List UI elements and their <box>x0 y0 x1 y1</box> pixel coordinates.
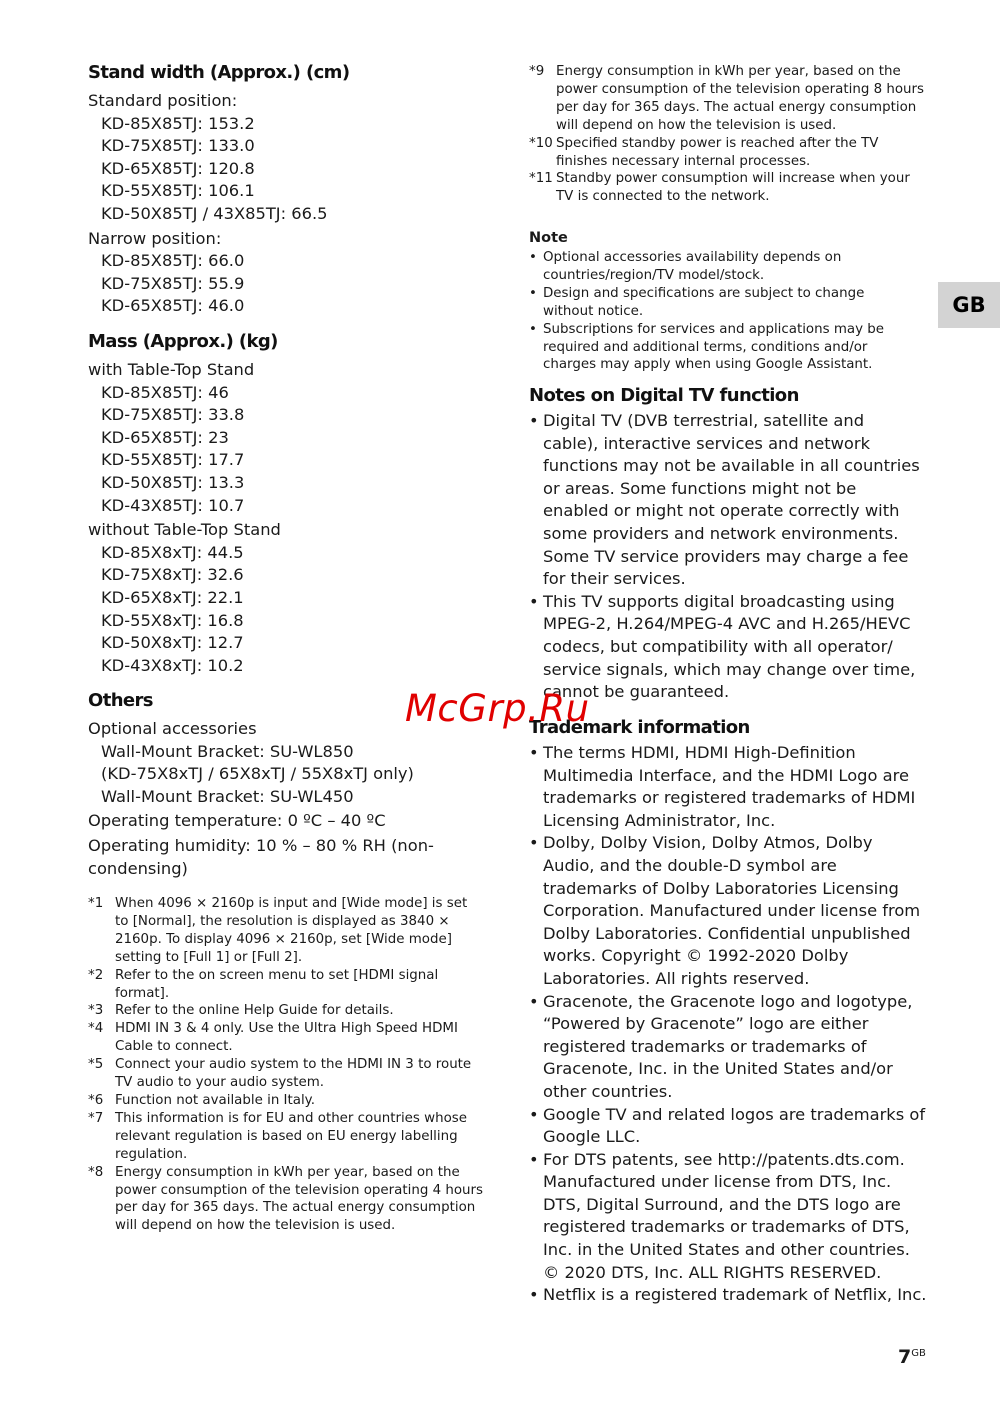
operating-humidity: Operating humidity: 10 % – 80 % RH (non- <box>88 835 434 855</box>
others-list <box>88 718 434 880</box>
list-item: KD-43X85TJ: 10.7 <box>101 495 245 515</box>
digital-tv-list <box>529 410 924 704</box>
list-item: KD-50X85TJ: 13.3 <box>101 472 245 492</box>
footnote-text: Standby power consumption will increase when your TV is connected to the network. <box>556 171 910 205</box>
list-item: This TV supports digital broadcasting using MPEG-2, H.264/MPEG-4 AVC and H.265/HEVC codecs, but compatibility with all operator/ service signals, which may change over time, cannot be guaranteed. <box>543 591 916 702</box>
bullet-icon: • <box>529 743 539 762</box>
page-number-value: 7 <box>898 1346 912 1368</box>
list-item: (KD-75X8xTJ / 65X8xTJ / 55X8xTJ only) <box>101 764 414 784</box>
bullet-icon: • <box>529 591 539 611</box>
page-number <box>898 1346 926 1368</box>
standard-position-label: Standard position: <box>88 91 238 110</box>
footnote-text: Energy consumption in kWh per year, based on the power consumption of the television operating 8 hours per day for 365 days. The actual energy consumption will depend on how the television is used. <box>556 64 925 133</box>
watermark: McGrp.Ru <box>405 687 590 730</box>
list-item: Subscriptions for services and applications may be required and additional terms, conditions and/or charges may apply when using Google Assistant. <box>543 321 885 373</box>
list-item: KD-55X85TJ: 17.7 <box>101 450 245 470</box>
list-item: KD-50X8xTJ: 12.7 <box>101 633 244 653</box>
list-item: For DTS patents, see http://patents.dts.com. Manufactured under license from DTS, Inc. DTS, Digital Surround, and the DTS logo are registered trademarks or trademarks of DTS, Inc. in the United States and other countries. © 2020 DTS, Inc. ALL RIGHTS RESERVED. <box>543 1149 910 1282</box>
footnote-text: Refer to the online Help Guide for details. <box>115 1003 394 1019</box>
footnote-mark: *9 <box>529 64 545 79</box>
trademark-list <box>529 742 927 1307</box>
footnote-text: Function not available in Italy. <box>115 1092 315 1108</box>
list-item: KD-65X85TJ: 46.0 <box>101 296 245 316</box>
list-item: Google TV and related logos are trademarks of Google LLC. <box>543 1104 926 1147</box>
note-heading: Note <box>529 230 568 246</box>
list-item: Netflix is a registered trademark of Netflix, Inc. <box>543 1285 927 1305</box>
footnote-mark: *7 <box>88 1110 104 1126</box>
footnote-text: Energy consumption in kWh per year, based on the power consumption of the television operating 4 hours per day for 365 days. The actual energy consumption will depend on how the television is used. <box>115 1164 484 1234</box>
others-heading: Others <box>88 690 153 711</box>
list-item: KD-75X85TJ: 133.0 <box>101 136 255 156</box>
page-number-suffix: GB <box>911 1348 926 1359</box>
footnotes-left <box>88 895 483 1235</box>
bullet-icon: • <box>529 991 539 1011</box>
list-item: KD-65X85TJ: 120.8 <box>101 158 255 178</box>
footnote-text: This information is for EU and other countries whose relevant regulation is based on EU energy labelling regulation. <box>115 1110 468 1162</box>
list-item: KD-85X85TJ: 66.0 <box>101 251 245 271</box>
list-item: Wall-Mount Bracket: SU-WL450 <box>101 786 354 806</box>
list-item: Digital TV (DVB terrestrial, satellite and cable), interactive services and network functions may not be available in all countries or areas. Some functions might not be enabled or might not operate correctly with some providers and network environments. Some TV service providers may charge a fee for their services. <box>543 411 920 589</box>
footnote-text: When 4096 × 2160p is input and [Wide mode] is set to [Normal], the resolution is displayed as 3840 × 2160p. To display 4096 × 2160p, set [Wide mode] setting to [Full 1] or [Full 2]. <box>115 896 468 965</box>
bullet-icon: • <box>529 1285 539 1305</box>
list-item: KD-43X8xTJ: 10.2 <box>101 655 244 675</box>
footnote-mark: *3 <box>88 1003 104 1019</box>
operating-humidity-cont: condensing) <box>88 858 188 878</box>
mass-heading: Mass (Approx.) (kg) <box>88 331 278 352</box>
bullet-icon: • <box>529 285 537 301</box>
list-item: KD-55X8xTJ: 16.8 <box>101 610 244 630</box>
footnote-mark: *8 <box>88 1164 104 1180</box>
list-item: Dolby, Dolby Vision, Dolby Atmos, Dolby Audio, and the double-D symbol are trademarks of Dolby Laboratories Licensing Corporation. Manufactured under license from Dolby Laboratories. Confidential unpublished works. Copyright © 1992-2020 Dolby Laboratories. All rights reserved. <box>543 833 921 988</box>
note-list <box>529 249 914 374</box>
bullet-icon: • <box>529 1149 539 1169</box>
list-item: KD-50X85TJ / 43X85TJ: 66.5 <box>101 203 328 223</box>
bullet-icon: • <box>529 321 537 337</box>
operating-temperature: Operating temperature: 0 ºC – 40 ºC <box>88 811 386 831</box>
list-item: KD-65X8xTJ: 22.1 <box>101 587 244 607</box>
list-item: Gracenote, the Gracenote logo and logotype, “Powered by Gracenote” logo are either registered trademarks or trademarks of Gracenote, Inc. in the United States and/or other countries. <box>543 991 913 1101</box>
trademark-heading: Trademark information <box>529 717 750 738</box>
language-tab: GB <box>938 282 1000 328</box>
stand-width-heading: Stand width (Approx.) (cm) <box>88 62 350 83</box>
list-item: KD-65X85TJ: 23 <box>101 427 229 447</box>
footnote-mark: *10 <box>529 135 553 151</box>
footnote-text: Refer to the on screen menu to set [HDMI signal format]. <box>115 967 439 1001</box>
stand-width-list <box>88 90 328 318</box>
accessories-label: Optional accessories <box>88 719 257 738</box>
footnote-mark: *11 <box>529 171 553 187</box>
footnote-mark: *1 <box>88 896 104 911</box>
bullet-icon: • <box>529 411 539 430</box>
list-item: KD-75X8xTJ: 32.6 <box>101 565 244 585</box>
footnotes-right <box>529 63 924 206</box>
footnote-text: Connect your audio system to the HDMI IN 3 to route TV audio to your audio system. <box>115 1057 472 1091</box>
footnote-text: HDMI IN 3 & 4 only. Use the Ultra High Speed HDMI Cable to connect. <box>115 1021 458 1055</box>
footnote-mark: *6 <box>88 1092 104 1108</box>
with-stand-label: with Table-Top Stand <box>88 360 255 379</box>
footnote-mark: *2 <box>88 967 104 983</box>
bullet-icon: • <box>529 833 539 853</box>
list-item: Wall-Mount Bracket: SU-WL850 <box>101 741 354 761</box>
footnote-mark: *4 <box>88 1021 104 1037</box>
list-item: KD-85X8xTJ: 44.5 <box>101 542 244 562</box>
bullet-icon: • <box>529 1104 539 1124</box>
list-item: KD-85X85TJ: 46 <box>101 382 229 402</box>
footnote-text: Specified standby power is reached after the TV finishes necessary internal processes. <box>556 135 879 169</box>
without-stand-label: without Table-Top Stand <box>88 520 281 540</box>
list-item: Optional accessories availability depends on countries/region/TV model/stock. <box>543 250 842 283</box>
list-item: KD-75X85TJ: 33.8 <box>101 405 245 425</box>
list-item: KD-55X85TJ: 106.1 <box>101 181 255 201</box>
narrow-position-label: Narrow position: <box>88 228 222 248</box>
bullet-icon: • <box>529 250 537 265</box>
footnote-mark: *5 <box>88 1057 104 1073</box>
list-item: KD-75X85TJ: 55.9 <box>101 273 245 293</box>
digital-tv-heading: Notes on Digital TV function <box>529 385 799 406</box>
mass-list <box>88 359 281 677</box>
list-item: The terms HDMI, HDMI High-Definition Multimedia Interface, and the HDMI Logo are trademarks or registered trademarks of HDMI Licensing Administrator, Inc. <box>543 743 916 830</box>
list-item: Design and specifications are subject to change without notice. <box>543 285 865 319</box>
list-item: KD-85X85TJ: 153.2 <box>101 113 255 133</box>
